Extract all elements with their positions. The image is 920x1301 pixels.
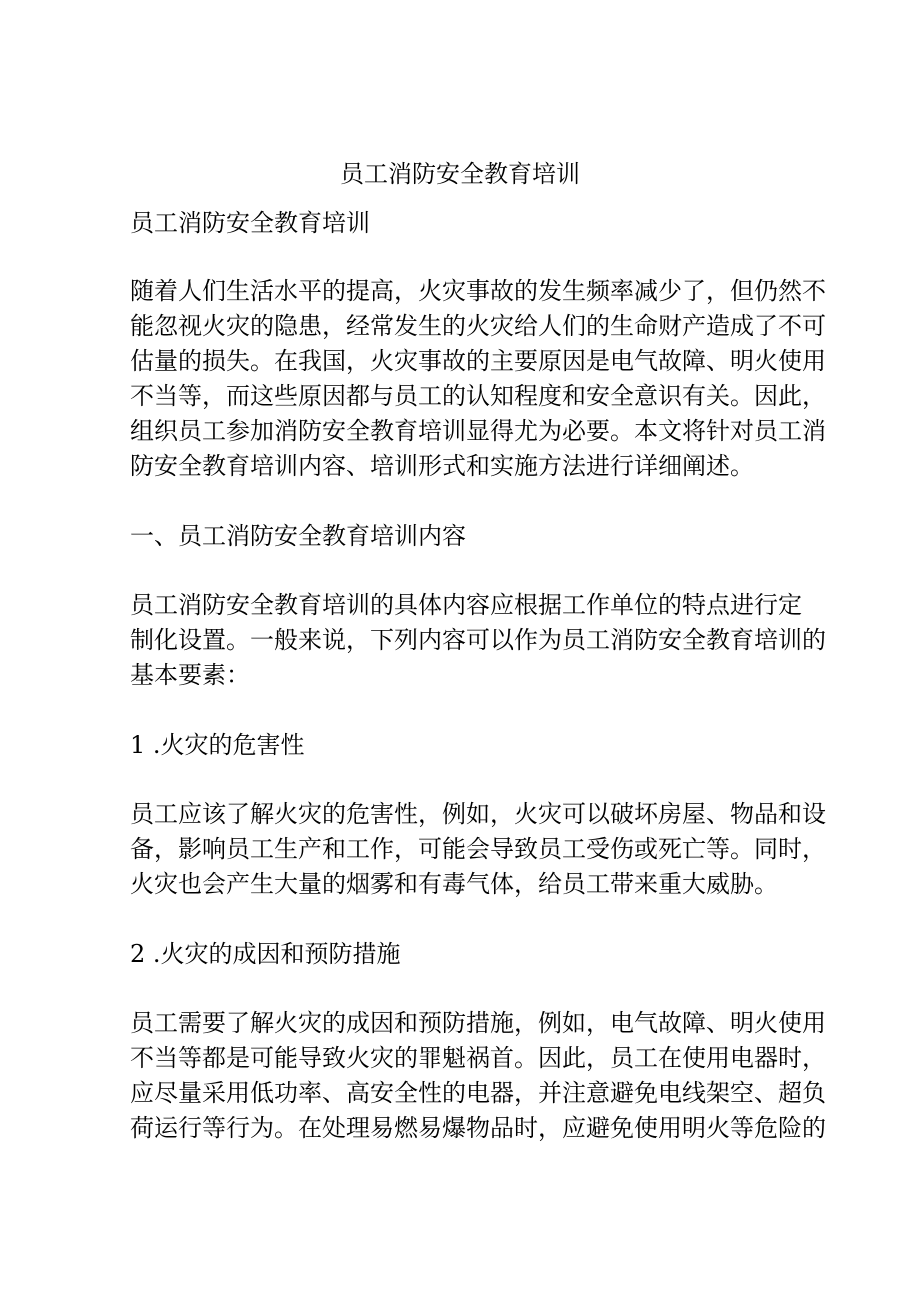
paragraph-line: 防安全教育培训内容、培训形式和实施方法进行详细阐述。 [130,452,754,480]
paragraph-line: 备，影响员工生产和工作，可能会导致员工受伤或死亡等。同时， [130,835,826,863]
paragraph-line: 制化设置。一般来说，下列内容可以作为员工消防安全教育培训的 [130,626,826,654]
section-intro-paragraph [130,588,826,693]
paragraph-line: 能忽视火灾的隐患，经常发生的火灾给人们的生命财产造成了不可 [130,312,826,340]
item-paragraph [130,797,826,902]
item-heading: 2 .火灾的成因和预防措施 [130,940,401,968]
document-subtitle: 员工消防安全教育培训 [130,209,370,237]
paragraph-line: 随着人们生活水平的提高，火灾事故的发生频率减少了，但仍然不 [130,277,826,305]
paragraph-line: 火灾也会产生大量的烟雾和有毒气体，给员工带来重大威胁。 [130,870,778,898]
paragraph-line: 不当等都是可能导致火灾的罪魁祸首。因此，员工在使用电器时， [130,1044,826,1072]
intro-paragraph [130,274,826,484]
item-heading: 1 .火灾的危害性 [130,731,305,759]
paragraph-line: 荷运行等行为。在处理易燃易爆物品时，应避免使用明火等危险的 [130,1114,826,1142]
paragraph-line: 员工应该了解火灾的危害性，例如，火灾可以破坏房屋、物品和设 [130,800,826,828]
document-title: 员工消防安全教育培训 [340,160,580,188]
item-paragraph [130,1006,826,1146]
paragraph-line: 员工需要了解火灾的成因和预防措施，例如，电气故障、明火使用 [130,1009,826,1037]
paragraph-line: 基本要素： [130,661,250,689]
paragraph-line: 组织员工参加消防安全教育培训显得尤为必要。本文将针对员工消 [130,417,826,445]
paragraph-line: 不当等，而这些原因都与员工的认知程度和安全意识有关。因此， [130,382,826,410]
paragraph-line: 应尽量采用低功率、高安全性的电器，并注意避免电线架空、超负 [130,1079,826,1107]
paragraph-line: 估量的损失。在我国，火灾事故的主要原因是电气故障、明火使用 [130,347,826,375]
paragraph-line: 员工消防安全教育培训的具体内容应根据工作单位的特点进行定 [130,591,802,619]
section-heading: 一、员工消防安全教育培训内容 [130,522,466,550]
